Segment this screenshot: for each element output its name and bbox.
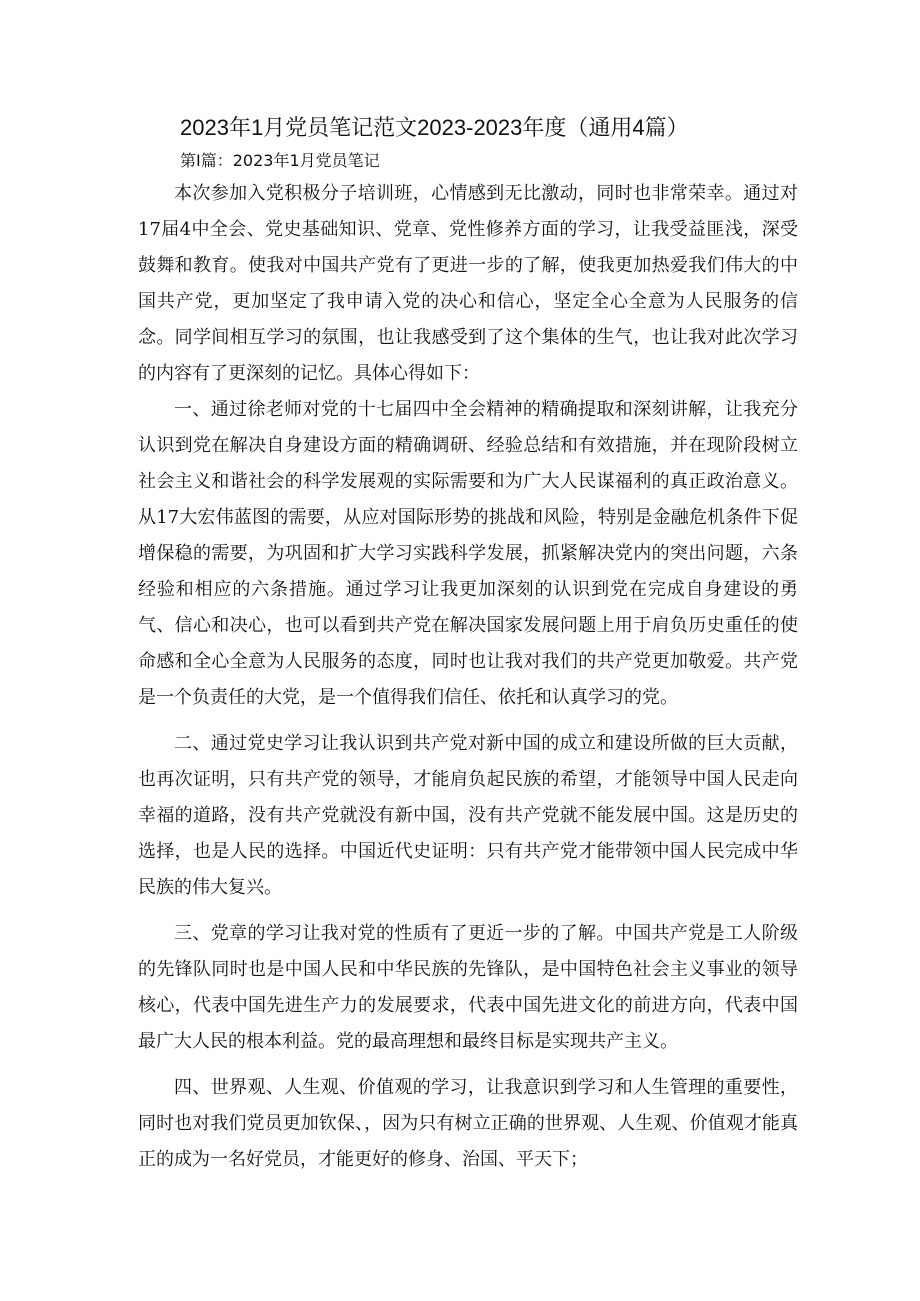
document-body	[138, 176, 798, 1178]
paragraph-point-4: 四、世界观、人生观、价值观的学习，让我意识到学习和人生管理的重要性，同时也对我们党员更加钦保、，因为只有树立正确的世界观、人生观、价值观才能真正的成为一名好党员，才能更好的修身、治国、平天下；	[138, 1077, 798, 1170]
document-title: 2023年1月党员笔记范文2023-2023年度（通用4篇）	[180, 115, 689, 140]
paragraph-point-2: 二、通过党史学习让我认识到共产党对新中国的成立和建设所做的巨大贡献，也再次证明，只有共产党的领导，才能肩负起民族的希望，才能领导中国人民走向幸福的道路，没有共产党就没有新中国，没有共产党就不能发展中国。这是历史的选择，也是人民的选择。中国近代史证明：只有共产党才能带领中国人民完成中华民族的伟大复兴。	[138, 733, 798, 898]
paragraph-intro: 本次参加入党积极分子培训班，心情感到无比激动，同时也非常荣幸。通过对17届4中全会、党史基础知识、党章、党性修养方面的学习，让我受益匪浅，深受鼓舞和教育。使我对中国共产党有了更进一步的了解，使我更加热爱我们伟大的中国共产党，更加坚定了我申请入党的决心和信心，坚定全心全意为人民服务的信念。同学间相互学习的氛围，也让我感受到了这个集体的生气，也让我对此次学习的内容有了更深刻的记忆。具体心得如下：	[138, 183, 798, 384]
paragraph-point-3: 三、党章的学习让我对党的性质有了更近一步的了解。中国共产党是工人阶级的先锋队同时也是中国人民和中华民族的先锋队，是中国特色社会主义事业的领导核心，代表中国先进生产力的发展要求，代表中国先进文化的前进方向，代表中国最广大人民的根本利益。党的最高理想和最终目标是实现共产主义。	[138, 923, 798, 1052]
paragraph-point-1: 一、通过徐老师对党的十七届四中全会精神的精确提取和深刻讲解，让我充分认识到党在解决自身建设方面的精确调研、经验总结和有效措施，并在现阶段树立社会主义和谐社会的科学发展观的实际需要和为广大人民谋福利的真正政治意义。从17大宏伟蓝图的需要，从应对国际形势的挑战和风险，特别是金融危机条件下促增保稳的需要，为巩固和扩大学习实践科学发展，抓紧解决党内的突出问题，六条经验和相应的六条措施。通过学习让我更加深刻的认识到党在完成自身建设的勇气、信心和决心，也可以看到共产党在解决国家发展问题上用于肩负历史重任的使命感和全心全意为人民服务的态度，同时也让我对我们的共产党更加敬爱。共产党是一个负责任的大党，是一个值得我们信任、依托和认真学习的党。	[138, 399, 798, 708]
section-title: 第Ⅰ篇：2023年1月党员笔记	[180, 151, 380, 170]
